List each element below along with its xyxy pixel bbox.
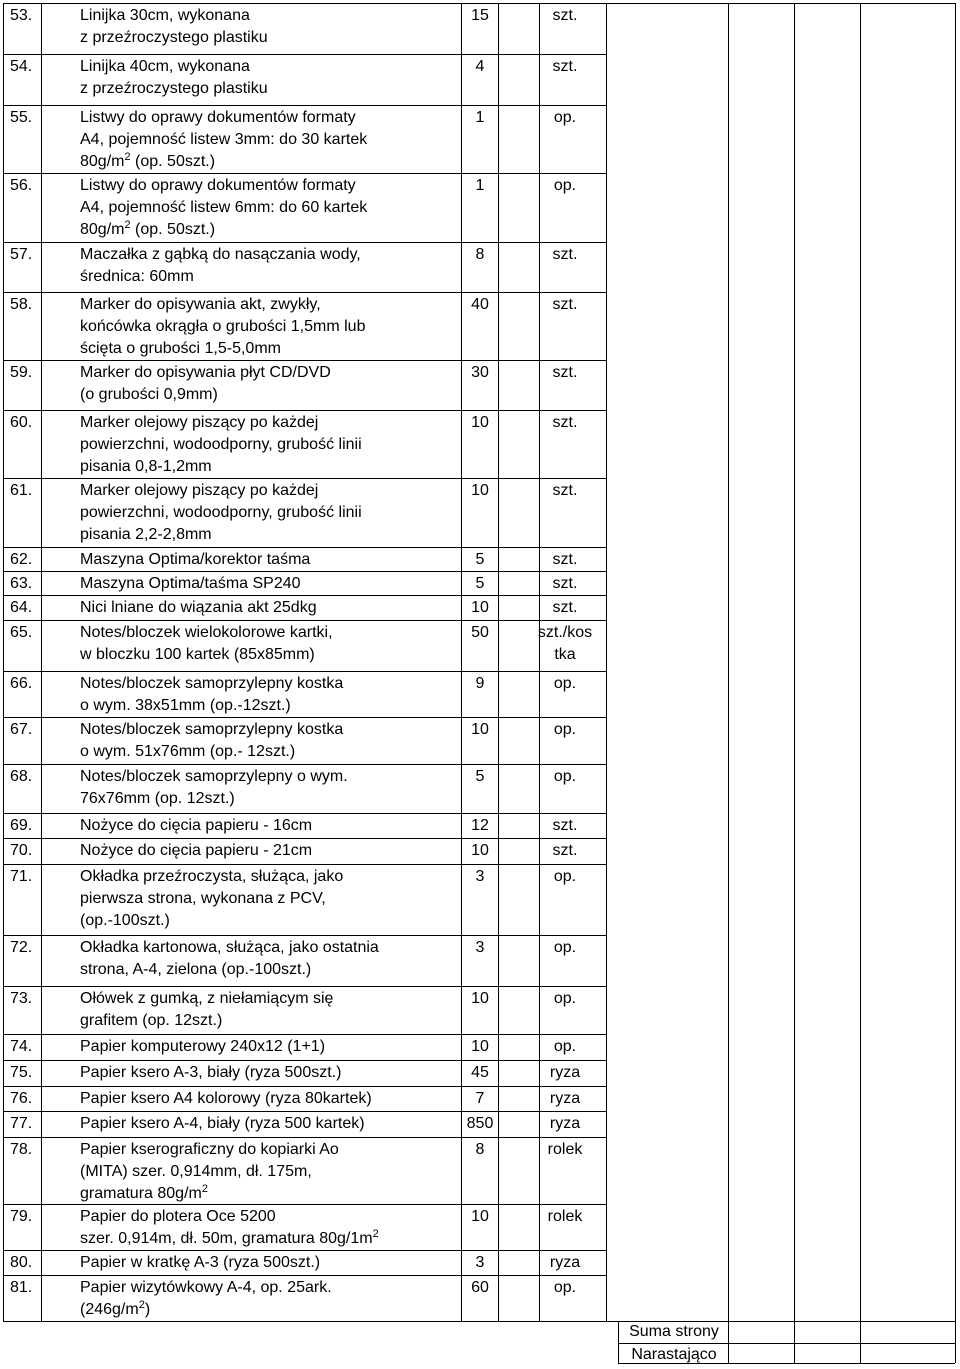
quantity: 9 <box>475 675 485 692</box>
item-description: gramatura $80g/m^2$ <box>80 1183 208 1202</box>
item-description: A4, pojemność listew 6mm: do 60 kartek <box>80 199 368 216</box>
quantity: 5 <box>475 768 485 785</box>
row-number: 74. <box>10 1038 33 1055</box>
unit: op. <box>553 721 577 738</box>
row-number: 64. <box>10 599 33 616</box>
unit: szt./kos <box>537 624 593 641</box>
row-number: 79. <box>10 1208 33 1225</box>
unit: op. <box>553 868 577 885</box>
unit: ryza <box>549 1064 581 1081</box>
item-description: pisania 2,2-2,8mm <box>80 526 212 543</box>
quantity: 4 <box>475 58 485 75</box>
row-number: 72. <box>10 939 33 956</box>
unit: szt. <box>552 7 578 24</box>
row-line <box>3 764 606 765</box>
quantity: 10 <box>471 842 489 859</box>
item-description: Nici lniane do wiązania akt 25dkg <box>80 599 317 616</box>
item-description: A4, pojemność listew 3mm: do 30 kartek <box>80 131 368 148</box>
quantity: 1 <box>475 177 485 194</box>
unit: szt. <box>552 58 578 75</box>
item-description: (op.-100szt.) <box>80 912 170 929</box>
item-description: Maszyna Optima/taśma SP240 <box>80 575 301 592</box>
row-line <box>3 1060 606 1061</box>
item-description: Okładka przeźroczysta, służąca, jako <box>80 868 344 885</box>
row-number: 57. <box>10 246 33 263</box>
row-number: 65. <box>10 624 33 641</box>
item-description: Maczałka z gąbką do nasączania wody, <box>80 246 361 263</box>
item-description: $80g/m^2$ (op. 50szt.) <box>80 151 216 170</box>
row-line <box>3 813 606 814</box>
unit: szt. <box>552 817 578 834</box>
item-description: pisania 0,8-1,2mm <box>80 458 212 475</box>
row-number: 81. <box>10 1279 33 1296</box>
row-number: 61. <box>10 482 33 499</box>
item-description: Marker olejowy piszący po każdej <box>80 414 319 431</box>
item-description: strona, A-4, zielona (op.-100szt.) <box>80 961 312 978</box>
row-line <box>3 547 606 548</box>
item-description: Marker do opisywania akt, zwykły, <box>80 296 321 313</box>
row-line <box>3 54 606 55</box>
unit: op. <box>553 109 577 126</box>
row-line <box>3 1250 606 1251</box>
unit: op. <box>553 1038 577 1055</box>
quantity: 8 <box>475 1141 485 1158</box>
item-description: końcówka okrągła o grubości 1,5mm lub <box>80 318 366 335</box>
unit: szt. <box>552 482 578 499</box>
row-line <box>3 571 606 572</box>
quantity: 7 <box>475 1090 485 1107</box>
unit: op. <box>553 675 577 692</box>
unit: szt. <box>552 551 578 568</box>
item-description: Papier do plotera Oce 5200 <box>80 1208 276 1225</box>
unit: op. <box>553 990 577 1007</box>
row-number: 70. <box>10 842 33 859</box>
row-number: 77. <box>10 1115 33 1132</box>
quantity: 10 <box>471 599 489 616</box>
item-description: grafitem (op. 12szt.) <box>80 1012 223 1029</box>
item-description: Linijka 40cm, wykonana <box>80 58 250 75</box>
row-line <box>3 717 606 718</box>
row-line <box>3 1034 606 1035</box>
item-description: Linijka 30cm, wykonana <box>80 7 250 24</box>
row-number: 60. <box>10 414 33 431</box>
item-description: Papier ksero A4 kolorowy (ryza 80kartek) <box>80 1090 372 1107</box>
item-description: Ołówek z gumką, z niełamiącym się <box>80 990 334 1007</box>
item-description: ścięta o grubości 1,5-5,0mm <box>80 340 281 357</box>
quantity: 10 <box>471 414 489 431</box>
quantity: 40 <box>471 296 489 313</box>
quantity: 10 <box>471 482 489 499</box>
item-description: Notes/bloczek samoprzylepny kostka <box>80 721 344 738</box>
row-line <box>3 1137 606 1138</box>
column-line <box>794 3 795 1363</box>
unit: szt. <box>552 364 578 381</box>
quantity: 60 <box>471 1279 489 1296</box>
row-number: 62. <box>10 551 33 568</box>
item-description: Listwy do oprawy dokumentów formaty <box>80 177 356 194</box>
row-line <box>3 864 606 865</box>
row-line <box>3 3 955 4</box>
quantity: 5 <box>475 551 485 568</box>
item-description: Notes/bloczek wielokolorowe kartki, <box>80 624 333 641</box>
unit: rolek <box>547 1208 583 1225</box>
quantity: 45 <box>471 1064 489 1081</box>
row-line <box>3 1321 955 1322</box>
quantity: 10 <box>471 721 489 738</box>
row-line <box>3 1086 606 1087</box>
unit: ryza <box>549 1254 581 1271</box>
item-description: z przeźroczystego plastiku <box>80 80 268 97</box>
item-description: powierzchni, wodoodporny, grubość linii <box>80 504 362 521</box>
row-number: 54. <box>10 58 33 75</box>
unit: op. <box>553 768 577 785</box>
cumulative-label: Narastająco <box>631 1346 717 1363</box>
quantity: 10 <box>471 990 489 1007</box>
row-line <box>3 595 606 596</box>
item-description: Papier kserograficzny do kopiarki Ao <box>80 1141 339 1158</box>
item-description: Papier w kratkę A-3 (ryza 500szt.) <box>80 1254 321 1271</box>
row-number: 71. <box>10 868 33 885</box>
item-description: Papier ksero A-3, biały (ryza 500szt.) <box>80 1064 342 1081</box>
item-description: średnica: 60mm <box>80 268 194 285</box>
unit: szt. <box>552 599 578 616</box>
item-description: Notes/bloczek samoprzylepny kostka <box>80 675 344 692</box>
item-description: Marker do opisywania płyt CD/DVD <box>80 364 331 381</box>
row-number: 76. <box>10 1090 33 1107</box>
unit: szt. <box>552 414 578 431</box>
row-line <box>3 478 606 479</box>
item-description: Listwy do oprawy dokumentów formaty <box>80 109 356 126</box>
item-description: Notes/bloczek samoprzylepny o wym. <box>80 768 348 785</box>
quantity: 30 <box>471 364 489 381</box>
quantity: 50 <box>471 624 489 641</box>
row-number: 53. <box>10 7 33 24</box>
row-line <box>3 620 606 621</box>
row-number: 63. <box>10 575 33 592</box>
row-line <box>3 1275 606 1276</box>
item-description: powierzchni, wodoodporny, grubość linii <box>80 436 362 453</box>
item-description: (o grubości 0,9mm) <box>80 386 218 403</box>
row-line <box>3 838 606 839</box>
row-line <box>3 242 606 243</box>
row-number: 66. <box>10 675 33 692</box>
row-number: 59. <box>10 364 33 381</box>
row-number: 67. <box>10 721 33 738</box>
quantity: 12 <box>471 817 489 834</box>
column-line <box>955 3 956 1363</box>
row-number: 78. <box>10 1141 33 1158</box>
item-description: pierwsza strona, wykonana z PCV, <box>80 890 326 907</box>
row-number: 58. <box>10 296 33 313</box>
unit: ryza <box>549 1115 581 1132</box>
item-description: o wym. 51x76mm (op.- 12szt.) <box>80 743 296 760</box>
quantity: 15 <box>471 7 489 24</box>
row-line <box>3 105 606 106</box>
quantity: 850 <box>466 1115 494 1132</box>
column-line <box>860 3 861 1363</box>
column-line <box>3 3 4 1321</box>
item-description: o wym. 38x51mm (op.-12szt.) <box>80 697 291 714</box>
unit: szt. <box>552 296 578 313</box>
unit: szt. <box>552 842 578 859</box>
quantity: 3 <box>475 939 485 956</box>
row-number: 55. <box>10 109 33 126</box>
item-description: Nożyce do cięcia papieru - 16cm <box>80 817 313 834</box>
row-line <box>3 1111 606 1112</box>
row-number: 69. <box>10 817 33 834</box>
quantity: 3 <box>475 1254 485 1271</box>
item-description: Papier komputerowy 240x12 (1+1) <box>80 1038 326 1055</box>
row-number: 80. <box>10 1254 33 1271</box>
item-description: (MITA) szer. 0,914mm, dł. 175m, <box>80 1163 312 1180</box>
item-description: 76x76mm (op. 12szt.) <box>80 790 235 807</box>
row-number: 73. <box>10 990 33 1007</box>
item-description: w bloczku 100 kartek (85x85mm) <box>80 646 315 663</box>
row-line <box>3 292 606 293</box>
item-description: Nożyce do cięcia papieru - 21cm <box>80 842 313 859</box>
item-description: Papier wizytówkowy A-4, op. 25ark. <box>80 1279 332 1296</box>
item-description: $80g/m^2$ (op. 50szt.) <box>80 219 216 238</box>
row-line <box>3 986 606 987</box>
item-description: Maszyna Optima/korektor taśma <box>80 551 311 568</box>
row-number: 56. <box>10 177 33 194</box>
quantity: 1 <box>475 109 485 126</box>
page-sum-label: Suma strony <box>629 1323 719 1340</box>
unit: szt. <box>552 575 578 592</box>
item-description: Okładka kartonowa, służąca, jako ostatnia <box>80 939 379 956</box>
unit: rolek <box>547 1141 583 1158</box>
column-line <box>728 3 729 1363</box>
quantity: 10 <box>471 1208 489 1225</box>
row-line <box>3 671 606 672</box>
item-description: szer. 0,914m, dł. 50m, gramatura $80g/1m^2$ <box>80 1228 379 1247</box>
unit: szt. <box>552 246 578 263</box>
item-description: $(246g/m^2)$ <box>80 1299 151 1318</box>
row-line <box>3 935 606 936</box>
unit: op. <box>553 939 577 956</box>
row-number: 68. <box>10 768 33 785</box>
unit: ryza <box>549 1090 581 1107</box>
quantity: 10 <box>471 1038 489 1055</box>
row-line <box>3 410 606 411</box>
item-description: z przeźroczystego plastiku <box>80 29 268 46</box>
unit: tka <box>554 646 576 663</box>
item-description: Marker olejowy piszący po każdej <box>80 482 319 499</box>
row-number: 75. <box>10 1064 33 1081</box>
row-line <box>3 173 606 174</box>
item-description: Papier ksero A-4, biały (ryza 500 kartek) <box>80 1115 365 1132</box>
column-line <box>41 3 42 1321</box>
quantity: 3 <box>475 868 485 885</box>
row-line <box>3 360 606 361</box>
quantity: 8 <box>475 246 485 263</box>
quantity: 5 <box>475 575 485 592</box>
unit: op. <box>553 177 577 194</box>
unit: op. <box>553 1279 577 1296</box>
